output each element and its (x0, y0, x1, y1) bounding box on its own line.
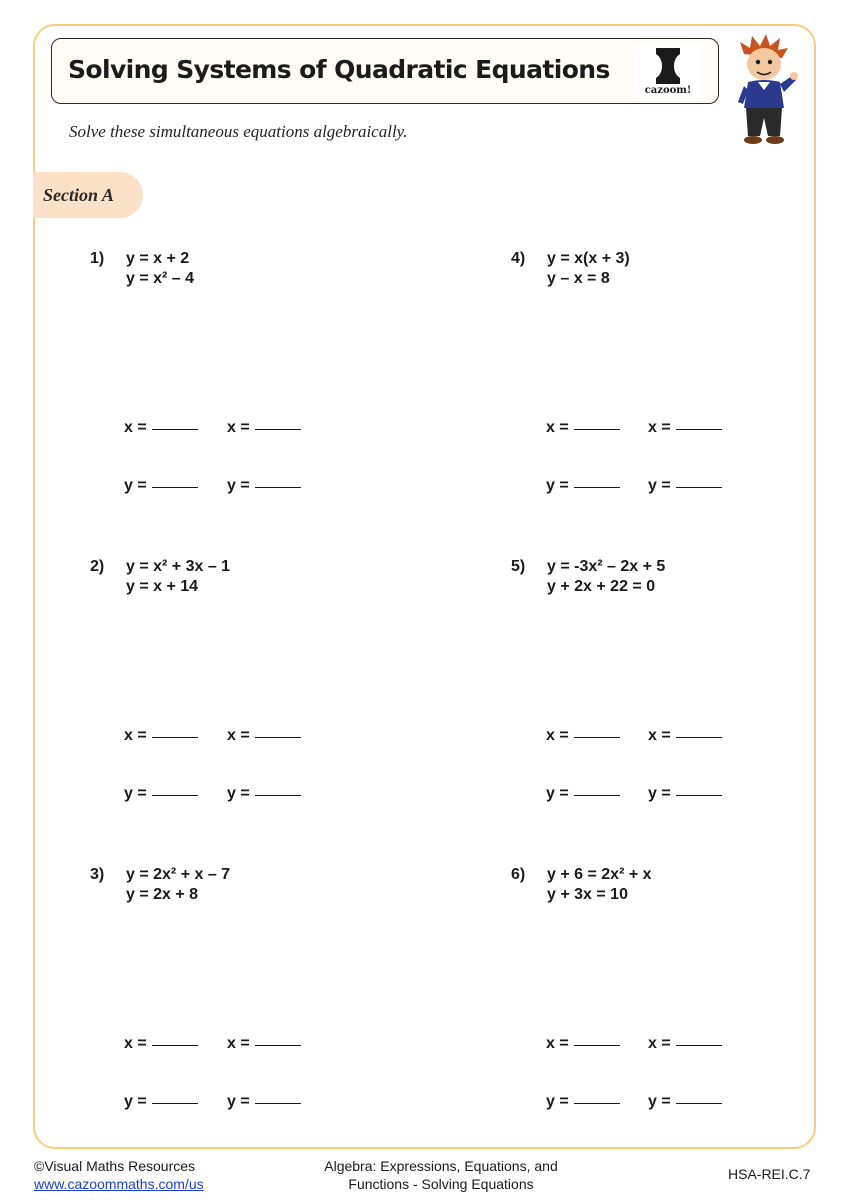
answer-x1[interactable]: x = (124, 1035, 198, 1053)
equation-2: y – x = 8 (547, 270, 610, 287)
equation-2: y = x + 14 (126, 578, 199, 595)
answer-x2[interactable]: x = (648, 1035, 722, 1053)
answer-y1[interactable]: y = (546, 477, 620, 495)
answer-y1[interactable]: y = (546, 1093, 620, 1111)
footer-standard: HSA-REI.C.7 (728, 1166, 811, 1182)
question-number: 4) (511, 250, 526, 267)
answer-x2[interactable]: x = (648, 727, 722, 745)
footer-copyright: ©Visual Maths Resources (34, 1158, 196, 1174)
answer-y1[interactable]: y = (124, 785, 198, 803)
answer-x1[interactable]: x = (124, 419, 198, 437)
answer-y2[interactable]: y = (648, 477, 722, 495)
question-number: 5) (511, 558, 526, 575)
question-4 (511, 250, 849, 550)
answer-y1[interactable]: y = (124, 477, 198, 495)
equation-1: y = -3x² – 2x + 5 (547, 558, 666, 575)
equation-2: y + 3x = 10 (547, 886, 628, 903)
footer-credits (34, 1157, 204, 1193)
equation-2: y = x² – 4 (126, 270, 195, 287)
equation-1: y = x(x + 3) (547, 250, 630, 267)
question-3 (90, 866, 470, 1166)
equation-1: y = x + 2 (126, 250, 190, 267)
equation-2: y + 2x + 22 = 0 (547, 578, 656, 595)
answer-y2[interactable]: y = (227, 477, 301, 495)
answer-y2[interactable]: y = (227, 785, 301, 803)
answer-x1[interactable]: x = (546, 1035, 620, 1053)
page-title: Solving Systems of Quadratic Equations (68, 55, 610, 84)
answer-x2[interactable]: x = (227, 419, 301, 437)
section-label: Section A (43, 185, 114, 205)
answer-x2[interactable]: x = (648, 419, 722, 437)
answer-y2[interactable]: y = (227, 1093, 301, 1111)
question-number: 1) (90, 250, 105, 267)
equation-1: y = x² + 3x – 1 (126, 558, 231, 575)
question-5 (511, 558, 849, 858)
answer-x2[interactable]: x = (227, 727, 301, 745)
answer-x1[interactable]: x = (124, 727, 198, 745)
footer-website-link[interactable]: www.cazoommaths.com/us (34, 1176, 204, 1192)
equation-1: y = 2x² + x – 7 (126, 866, 231, 883)
question-2 (90, 558, 470, 858)
answer-x1[interactable]: x = (546, 727, 620, 745)
logo-wordmark: cazoom! (644, 85, 692, 96)
question-6 (511, 866, 849, 1166)
question-number: 6) (511, 866, 526, 883)
cartoon-boy-mascot (730, 32, 800, 148)
answer-x1[interactable]: x = (546, 419, 620, 437)
answer-y1[interactable]: y = (124, 1093, 198, 1111)
footer-topic (291, 1157, 591, 1193)
question-number: 3) (90, 866, 105, 883)
answer-y2[interactable]: y = (648, 785, 722, 803)
question-number: 2) (90, 558, 105, 575)
equation-2: y = 2x + 8 (126, 886, 199, 903)
instructions: Solve these simultaneous equations algebraically. (69, 122, 408, 141)
answer-x2[interactable]: x = (227, 1035, 301, 1053)
question-1 (90, 250, 470, 550)
footer-topic-line2: Functions - Solving Equations (348, 1176, 534, 1192)
answer-y1[interactable]: y = (546, 785, 620, 803)
equation-1: y + 6 = 2x² + x (547, 866, 652, 883)
footer-topic-line1: Algebra: Expressions, Equations, and (324, 1158, 558, 1174)
answer-y2[interactable]: y = (648, 1093, 722, 1111)
